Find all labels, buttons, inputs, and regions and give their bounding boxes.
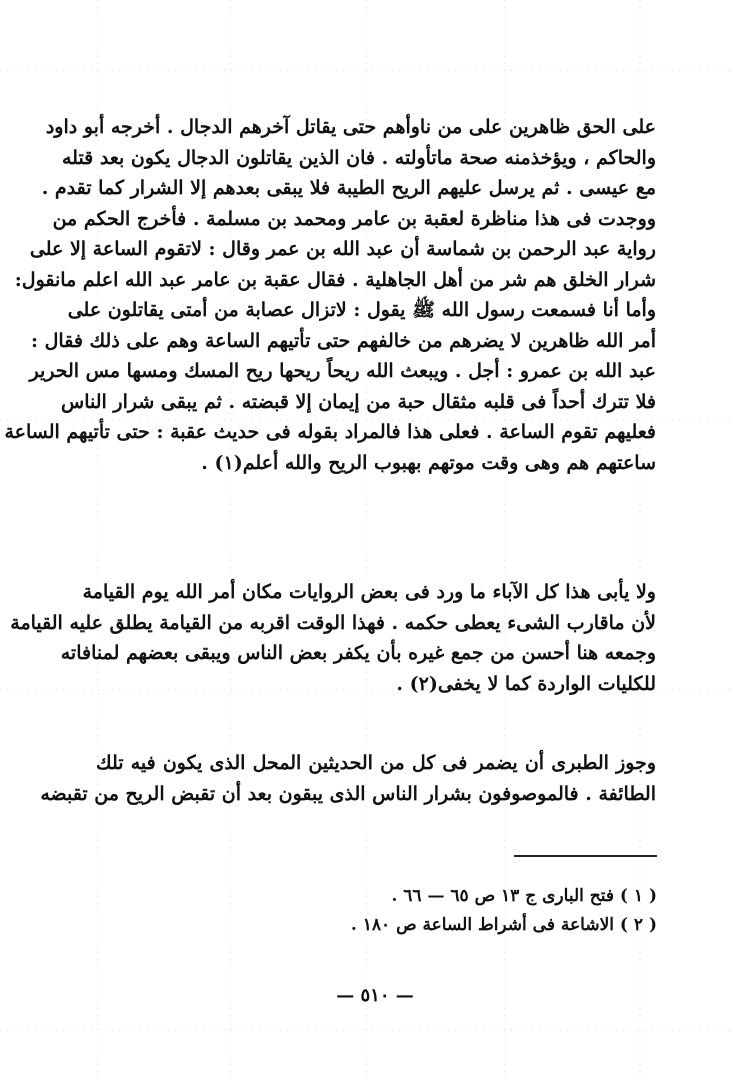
- text-line: والحاكم ، ويؤخذمنه صحة ماتأولته . فان الذين يقاتلون الدجال يكون بعد قتله: [61, 146, 656, 169]
- text-line: لأن ماقارب الشىء يعطى حكمه . فهذا الوقت اقربه من القيامة يطلق عليه القيامة: [10, 611, 656, 634]
- text-line: وأما أنا فسمعت رسول الله ﷺ يقول : لاتزال عصابة من أمتى يقاتلون على: [67, 299, 656, 321]
- text-line: الطائفة . فالموصوفون بشرار الناس الذى يبقون بعد أن تقبض الريح من تقبضه: [40, 782, 656, 805]
- footnote-1: ( ١ ) فتح البارى ج ١٣ ص ٦٥ — ٦٦ .: [391, 886, 657, 906]
- footnotes: [300, 882, 657, 940]
- text-line: وجمعه هنا أحسن من جمع غيره بأن يكفر بعض الناس ويبقى بعضهم لمنافاته: [60, 642, 656, 664]
- footnote-separator: [514, 855, 657, 857]
- text-line: على الحق ظاهرين على من ناوأهم حتى يقاتل آخرهم الدجال . أخرجه أبو داود: [45, 116, 656, 138]
- text-line: وجوز الطبرى أن يضمر فى كل من الحديثين المحل الذى يكون فيه تلك: [96, 752, 656, 774]
- text-line: للكليات الواردة كما لا يخفى(٢) .: [396, 672, 656, 695]
- text-line: مع عيسى . ثم يرسل عليهم الريح الطيبة فلا يبقى بعدهم إلا الشرار كما تقدم .: [41, 177, 656, 199]
- text-line: ولا يأبى هذا كل الآباء ما ورد فى بعض الروايات مكان أمر الله يوم القيامة: [82, 581, 656, 603]
- text-line: ووجدت فى هذا مناظرة لعقبة بن عامر ومحمد بن مسلمة . فأخرج الحكم من: [52, 207, 656, 230]
- text-line: فلا تترك أحداً فى قلبه مثقال حبة من إيمان إلا قبضته . ثم يبقى شرار الناس: [61, 390, 656, 413]
- paragraph-3: [40, 748, 656, 809]
- text-line: عبد الله بن عمرو : أجل . ويبعث الله ريحاً ريحها ريح المسك ومسها مس الحرير: [29, 360, 656, 382]
- text-line: رواية عبد الرحمن بن شماسة أن عبد الله بن عمر وقال : لاتقوم الساعة إلا على: [29, 238, 656, 260]
- text-line: شرار الخلق هم شر من أهل الجاهلية . فقال عقبة بن عامر عبد الله اعلم مانقول:: [14, 268, 656, 291]
- paragraph-1: [4, 112, 656, 478]
- footnote-2: ( ٢ ) الاشاعة فى أشراط الساعة ص ١٨٠ .: [350, 915, 657, 935]
- paragraph-2: [10, 577, 656, 699]
- text-line: فعليهم تقوم الساعة . فعلى هذا فالمراد بقوله فى حديث عقبة : حتى تأتيهم الساعة: [4, 421, 656, 443]
- page-number: — ٥١٠ —: [336, 985, 414, 1006]
- text-line: أمر الله ظاهرين لا يضرهم من خالفهم حتى تأتيهم الساعة وهم على ذلك فقال :: [31, 329, 656, 352]
- text-line: ساعتهم هم وهى وقت موتهم بهبوب الريح والله أعلم(١) .: [201, 451, 656, 474]
